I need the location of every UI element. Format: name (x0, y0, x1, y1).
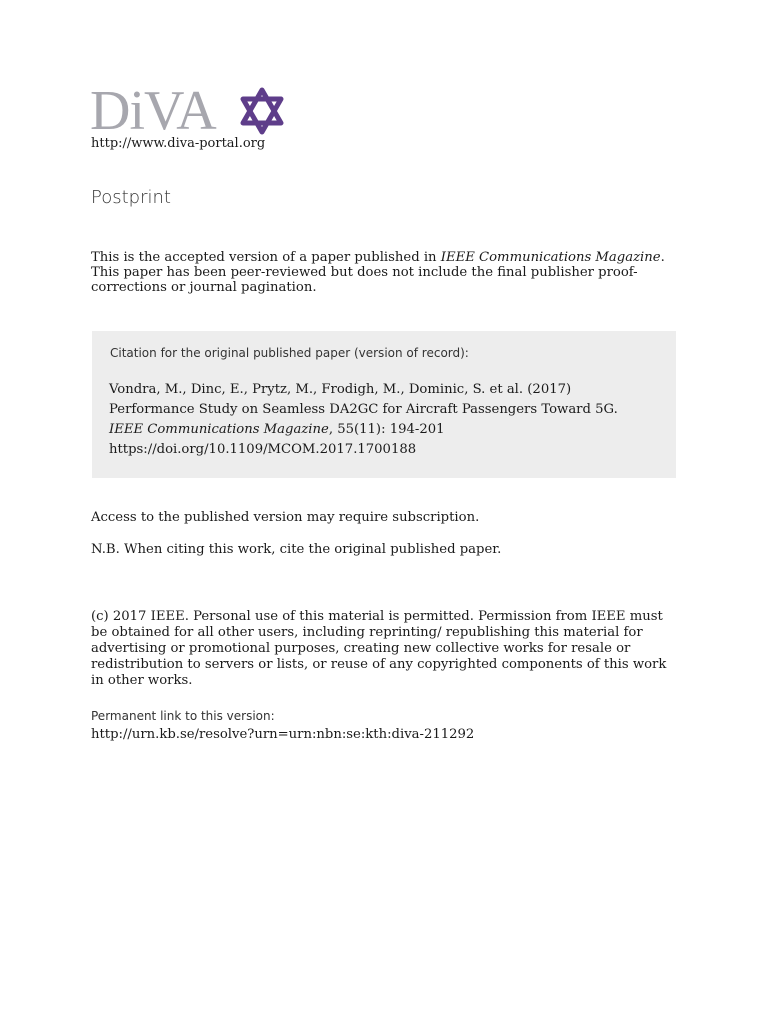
copyright-notice: (c) 2017 IEEE. Personal use of this material is permitted. Permission from IEEE must be obtained for all other users, including reprinting/ republishing this material for advertising or promotional purposes, creating new collective works for resale or redistribution to servers or lists, or reuse of any copyrighted components of this work in other works. (91, 609, 667, 688)
citation-source (109, 420, 618, 440)
citation-details (109, 380, 618, 460)
logo-text: DiVA (90, 80, 216, 142)
citation-authors: Vondra, M., Dinc, E., Prytz, M., Frodigh, M., Dominic, S. et al. (2017) (109, 382, 572, 397)
citation-box (92, 331, 676, 478)
intro-journal: IEEE Communications Magazine (440, 250, 661, 265)
permanent-link-url[interactable]: http://urn.kb.se/resolve?urn=urn:nbn:se:kth:diva-211292 (91, 727, 475, 742)
intro-paragraph (91, 250, 681, 295)
citation-title: Performance Study on Seamless DA2GC for Aircraft Passengers Toward 5G. (109, 402, 618, 417)
citation-volume-pages: , 55(11): 194-201 (328, 422, 445, 437)
access-note: Access to the published version may require subscription. (91, 510, 480, 525)
intro-text-end: . This paper has been peer-reviewed but does not include the final publisher proof-corrections or journal pagination. (91, 250, 665, 295)
diva-logo (90, 80, 290, 142)
permanent-link-label: Permanent link to this version: (91, 709, 275, 723)
citation-label: Citation for the original published paper (version of record): (110, 346, 469, 360)
star-icon (236, 86, 288, 136)
citation-journal: IEEE Communications Magazine (109, 422, 329, 437)
citation-doi[interactable]: https://doi.org/10.1109/MCOM.2017.1700188 (109, 442, 417, 457)
intro-text-start: This is the accepted version of a paper published in (91, 250, 441, 265)
nb-note: N.B. When citing this work, cite the original published paper. (91, 542, 502, 557)
page-title: Postprint (91, 187, 171, 208)
portal-url[interactable]: http://www.diva-portal.org (91, 136, 266, 151)
